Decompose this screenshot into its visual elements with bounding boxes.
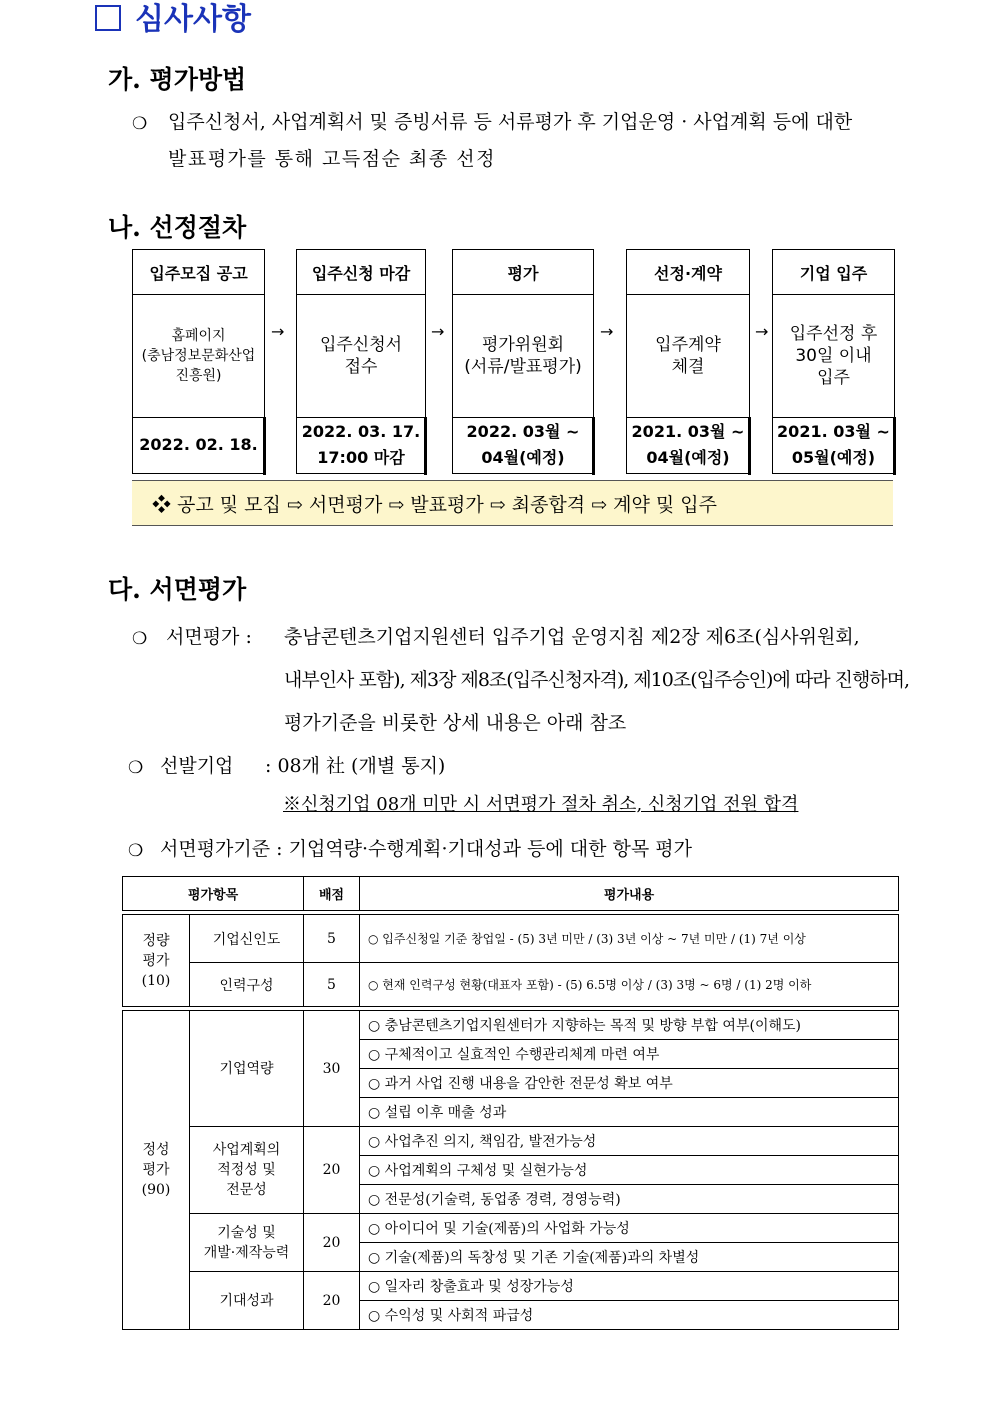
step-header: 기업 입주 xyxy=(773,250,894,295)
step-body: 입주신청서 접수 xyxy=(297,294,425,418)
ga-line2: 발표평가를 통해 고득점순 최종 선정 xyxy=(168,148,496,170)
table-header: 평가항목 xyxy=(123,877,304,911)
step-header: 평가 xyxy=(453,250,593,295)
score-cell: 20 xyxy=(304,1272,360,1330)
step-body: 홈페이지 (충남정보문화산업 진흥원) xyxy=(133,294,264,418)
score-cell: 5 xyxy=(304,915,360,963)
table-row xyxy=(123,1272,899,1301)
section-da-heading: 다. 서면평가 xyxy=(108,575,247,604)
step-date: 2022. 03. 17. 17:00 마감 xyxy=(301,422,421,467)
category-cell: 정성 평가 (90) xyxy=(123,1011,190,1330)
table-row xyxy=(123,1214,899,1243)
item-cell: 기술성 및 개발·제작능력 xyxy=(190,1214,304,1272)
content-cell: ○ 설립 이후 매출 성과 xyxy=(360,1098,899,1127)
checkbox-square-icon xyxy=(95,5,121,31)
content-cell: ○ 충남콘텐츠기업지원센터가 지향하는 목적 및 방향 부합 여부(이해도) xyxy=(360,1011,899,1040)
bullet-icon: ❍ xyxy=(128,758,144,778)
item-cell: 인력구성 xyxy=(190,963,304,1007)
table-row xyxy=(123,915,899,963)
table-header: 평가내용 xyxy=(360,877,899,911)
content-cell: ○ 과거 사업 진행 내용을 감안한 전문성 확보 여부 xyxy=(360,1069,899,1098)
section-na-heading: 나. 선정절차 xyxy=(108,213,247,242)
item-cell: 사업계획의 적정성 및 전문성 xyxy=(190,1127,304,1214)
content-cell: ○ 사업계획의 구체성 및 실현가능성 xyxy=(360,1156,899,1185)
table-row xyxy=(123,963,899,1007)
score-cell: 20 xyxy=(304,1214,360,1272)
content-cell: ○ 수익성 및 사회적 파급성 xyxy=(360,1301,899,1330)
content-cell: ○ 구체적이고 실효적인 수행관리체계 마련 여부 xyxy=(360,1040,899,1069)
content-cell: ○ 전문성(기술력, 동업종 경력, 경영능력) xyxy=(360,1185,899,1214)
da-item1-line3: 평가기준을 비롯한 상세 내용은 아래 참조 xyxy=(284,712,627,734)
da-item2-value: : 08개 社 (개별 통지) xyxy=(265,755,446,777)
process-step xyxy=(452,249,594,474)
content-cell: ○ 아이디어 및 기술(제품)의 사업화 가능성 xyxy=(360,1214,899,1243)
score-cell: 30 xyxy=(304,1011,360,1127)
score-cell: 20 xyxy=(304,1127,360,1214)
da-item1-line2: 내부인사 포함), 제3장 제8조(입주신청자격), 제10조(입주승인)에 따라 진행하며, xyxy=(284,669,910,691)
step-date: 2022. 02. 18. xyxy=(139,435,258,454)
content-cell: ○ 기술(제품)의 독창성 및 기존 기술(제품)과의 차별성 xyxy=(360,1243,899,1272)
table-header-row xyxy=(123,877,899,911)
bullet-icon: ❍ xyxy=(132,114,148,134)
content-cell: ○ 일자리 창출효과 및 성장가능성 xyxy=(360,1272,899,1301)
score-cell: 5 xyxy=(304,963,360,1007)
ga-line1: 입주신청서, 사업계획서 및 증빙서류 등 서류평가 후 기업운영 · 사업계획 등에 대한 xyxy=(168,111,853,133)
section-ga-heading: 가. 평가방법 xyxy=(108,65,247,94)
process-step xyxy=(626,249,750,474)
content-cell: ○ 입주신청일 기준 창업일 - (5) 3년 미만 / (3) 3년 이상 ~ 7년 미만 / (1) 7년 이상 xyxy=(360,915,899,963)
da-item2-label: 선발기업 xyxy=(160,755,234,777)
arrow-right-icon: → xyxy=(600,322,614,341)
step-body: 입주계약 체결 xyxy=(627,294,749,418)
table-header: 배점 xyxy=(304,877,360,911)
da-item1-line1: 충남콘텐츠기업지원센터 입주기업 운영지침 제2장 제6조(심사위원회, xyxy=(284,626,860,648)
da-item1-label: 서면평가 : xyxy=(166,626,252,648)
process-step xyxy=(296,249,426,474)
da-item3: 서면평가기준 : 기업역량·수행계획·기대성과 등에 대한 항목 평가 xyxy=(160,838,692,860)
table-row xyxy=(123,1011,899,1040)
bullet-icon: ❍ xyxy=(132,629,148,649)
page-title xyxy=(95,0,251,38)
process-step xyxy=(772,249,895,474)
step-header: 선정·계약 xyxy=(627,250,749,295)
item-cell: 기업신인도 xyxy=(190,915,304,963)
da-item2-note: ※신청기업 08개 미만 시 서면평가 절차 취소, 신청기업 전원 합격 xyxy=(283,794,799,815)
arrow-right-icon: → xyxy=(271,322,285,341)
evaluation-table xyxy=(122,876,899,1330)
arrow-right-icon: → xyxy=(755,322,769,341)
category-cell: 정량 평가 (10) xyxy=(123,915,190,1007)
item-cell: 기대성과 xyxy=(190,1272,304,1330)
step-header: 입주신청 마감 xyxy=(297,250,425,295)
content-cell: ○ 현재 인력구성 현황(대표자 포함) - (5) 6.5명 이상 / (3) 3명 ~ 6명 / (1) 2명 이하 xyxy=(360,963,899,1007)
step-body: 평가위원회 (서류/발표평가) xyxy=(453,294,593,418)
bullet-icon: ❍ xyxy=(128,841,144,861)
page-title-text: 심사사항 xyxy=(135,2,251,37)
step-body: 입주선정 후 30일 이내 입주 xyxy=(773,294,894,418)
process-step xyxy=(132,249,265,474)
step-header: 입주모집 공고 xyxy=(133,250,264,295)
table-row xyxy=(123,1127,899,1156)
step-date: 2021. 03월 ~ 05월(예정) xyxy=(777,422,890,467)
step-date: 2022. 03월 ~ 04월(예정) xyxy=(466,422,580,467)
content-cell: ○ 사업추진 의지, 책임감, 발전가능성 xyxy=(360,1127,899,1156)
flow-summary-banner: ❖ 공고 및 모집 ⇨ 서면평가 ⇨ 발표평가 ⇨ 최종합격 ⇨ 계약 및 입주 xyxy=(132,480,893,526)
item-cell: 기업역량 xyxy=(190,1011,304,1127)
arrow-right-icon: → xyxy=(431,322,445,341)
step-date: 2021. 03월 ~ 04월(예정) xyxy=(631,422,745,467)
